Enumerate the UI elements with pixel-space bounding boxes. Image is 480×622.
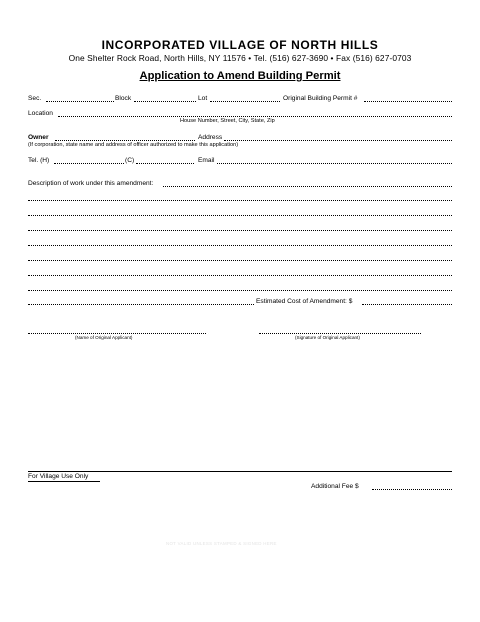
village-use-divider <box>28 471 452 472</box>
description-line-6[interactable] <box>28 275 452 276</box>
description-line-4[interactable] <box>28 245 452 246</box>
estimated-cost-label: Estimated Cost of Amendment: $ <box>256 298 353 305</box>
location-hint: House Number, Street, City, State, Zip <box>180 118 275 124</box>
original-applicant-signature-caption: (Signature of Original Applicant) <box>295 335 360 340</box>
corporation-note: (If corporation, state name and address of officer authorized to make this application) <box>28 142 239 148</box>
lot-label: Lot <box>198 95 208 102</box>
original-permit-field[interactable] <box>364 101 452 102</box>
original-applicant-name-field[interactable] <box>28 333 206 334</box>
owner-label: Owner <box>28 134 49 141</box>
location-field[interactable] <box>58 116 452 117</box>
additional-fee-label: Additional Fee $ <box>311 483 359 490</box>
description-label: Description of work under this amendment: <box>28 180 154 187</box>
stamp-watermark: NOT VALID UNLESS STAMPED & SIGNED HERE <box>166 541 277 546</box>
description-line-5[interactable] <box>28 260 452 261</box>
description-line-2[interactable] <box>28 215 452 216</box>
original-applicant-signature-field[interactable] <box>259 333 421 334</box>
description-line-7[interactable] <box>28 290 452 291</box>
description-line-1[interactable] <box>28 200 452 201</box>
sec-field[interactable] <box>46 101 114 102</box>
village-use-label: For Village Use Only <box>28 473 89 480</box>
owner-field[interactable] <box>55 140 195 141</box>
original-permit-label: Original Building Permit # <box>283 95 358 102</box>
lot-field[interactable] <box>210 101 280 102</box>
description-line-8[interactable] <box>28 304 254 305</box>
village-contact-line: One Shelter Rock Road, North Hills, NY 11576 • Tel. (516) 627-3690 • Fax (516) 627-0703 <box>68 53 412 63</box>
tel-cell-field[interactable] <box>136 163 194 164</box>
sec-label: Sec. <box>28 95 42 102</box>
address-label: Address <box>198 134 223 141</box>
description-line-0[interactable] <box>163 186 452 187</box>
location-label: Location <box>28 110 53 117</box>
form-title-text: Application to Amend Building Permit <box>139 70 341 82</box>
tel-home-label: Tel. (H) <box>28 157 50 164</box>
original-applicant-name-caption: (Name of Original Applicant) <box>75 335 133 340</box>
village-name: INCORPORATED VILLAGE OF NORTH HILLS <box>101 38 379 52</box>
village-use-underline <box>28 481 100 482</box>
description-line-3[interactable] <box>28 230 452 231</box>
block-field[interactable] <box>134 101 196 102</box>
email-label: Email <box>198 157 215 164</box>
tel-home-field[interactable] <box>54 163 124 164</box>
form-title <box>0 70 480 82</box>
address-field[interactable] <box>224 140 452 141</box>
block-label: Block <box>115 95 132 102</box>
tel-cell-label: (C) <box>125 157 135 164</box>
estimated-cost-field[interactable] <box>362 304 452 305</box>
email-field[interactable] <box>217 163 452 164</box>
additional-fee-field[interactable] <box>372 489 452 490</box>
